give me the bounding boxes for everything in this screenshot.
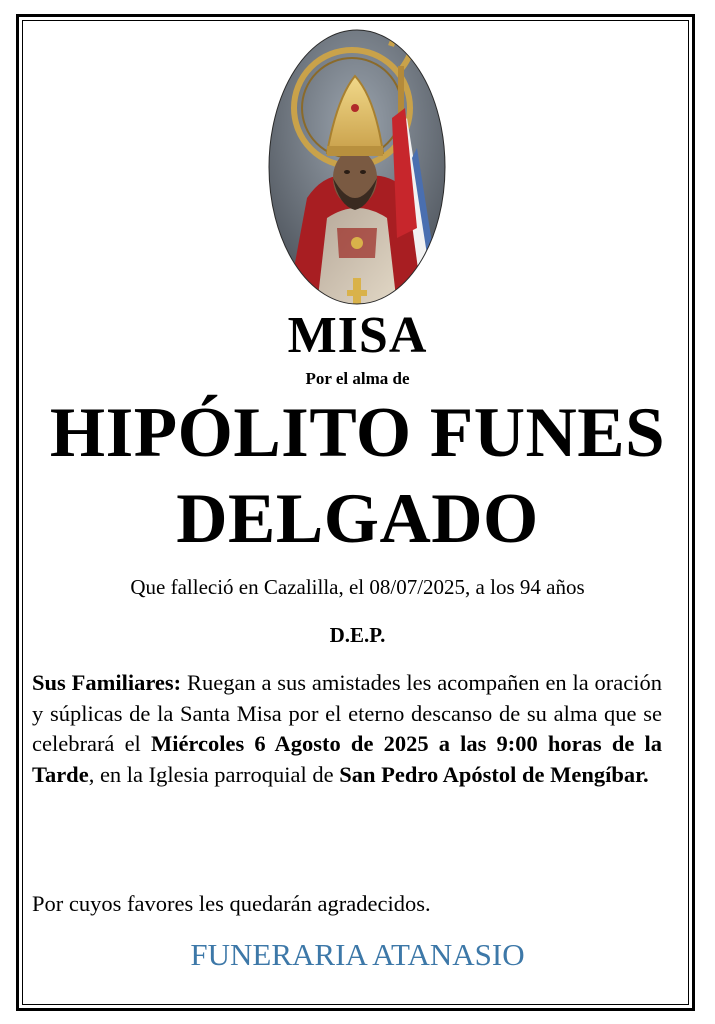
announcement-text-2: , en la Iglesia parroquial de <box>88 761 340 787</box>
deceased-name-line-1: HIPÓLITO FUNES <box>49 394 666 472</box>
announcement-text-1: Ruegan a sus amistades les acompañen en la oración y súplicas de la Santa Misa por el eterno descanso de su alma que se celebrará el <box>32 670 663 756</box>
heading-misa: MISA <box>287 307 428 364</box>
church-name: San Pedro Apóstol de Mengíbar. <box>339 761 649 787</box>
mass-announcement <box>32 668 662 790</box>
funeral-home-name: FUNERARIA ATANASIO <box>190 937 525 972</box>
saint-portrait-icon <box>267 28 447 306</box>
closing-thanks: Por cuyos favores les quedarán agradecidos. <box>32 891 431 916</box>
family-label: Sus Familiares: <box>32 670 182 695</box>
dep-label: D.E.P. <box>329 623 386 647</box>
mass-date: Miércoles 6 Agosto de 2025 a las 9:00 horas de la Tarde <box>32 731 662 787</box>
death-notice: Que falleció en Cazalilla, el 08/07/2025, a los 94 años <box>130 575 585 599</box>
subheading: Por el alma de <box>305 369 410 388</box>
deceased-name-line-2: DELGADO <box>176 480 539 558</box>
